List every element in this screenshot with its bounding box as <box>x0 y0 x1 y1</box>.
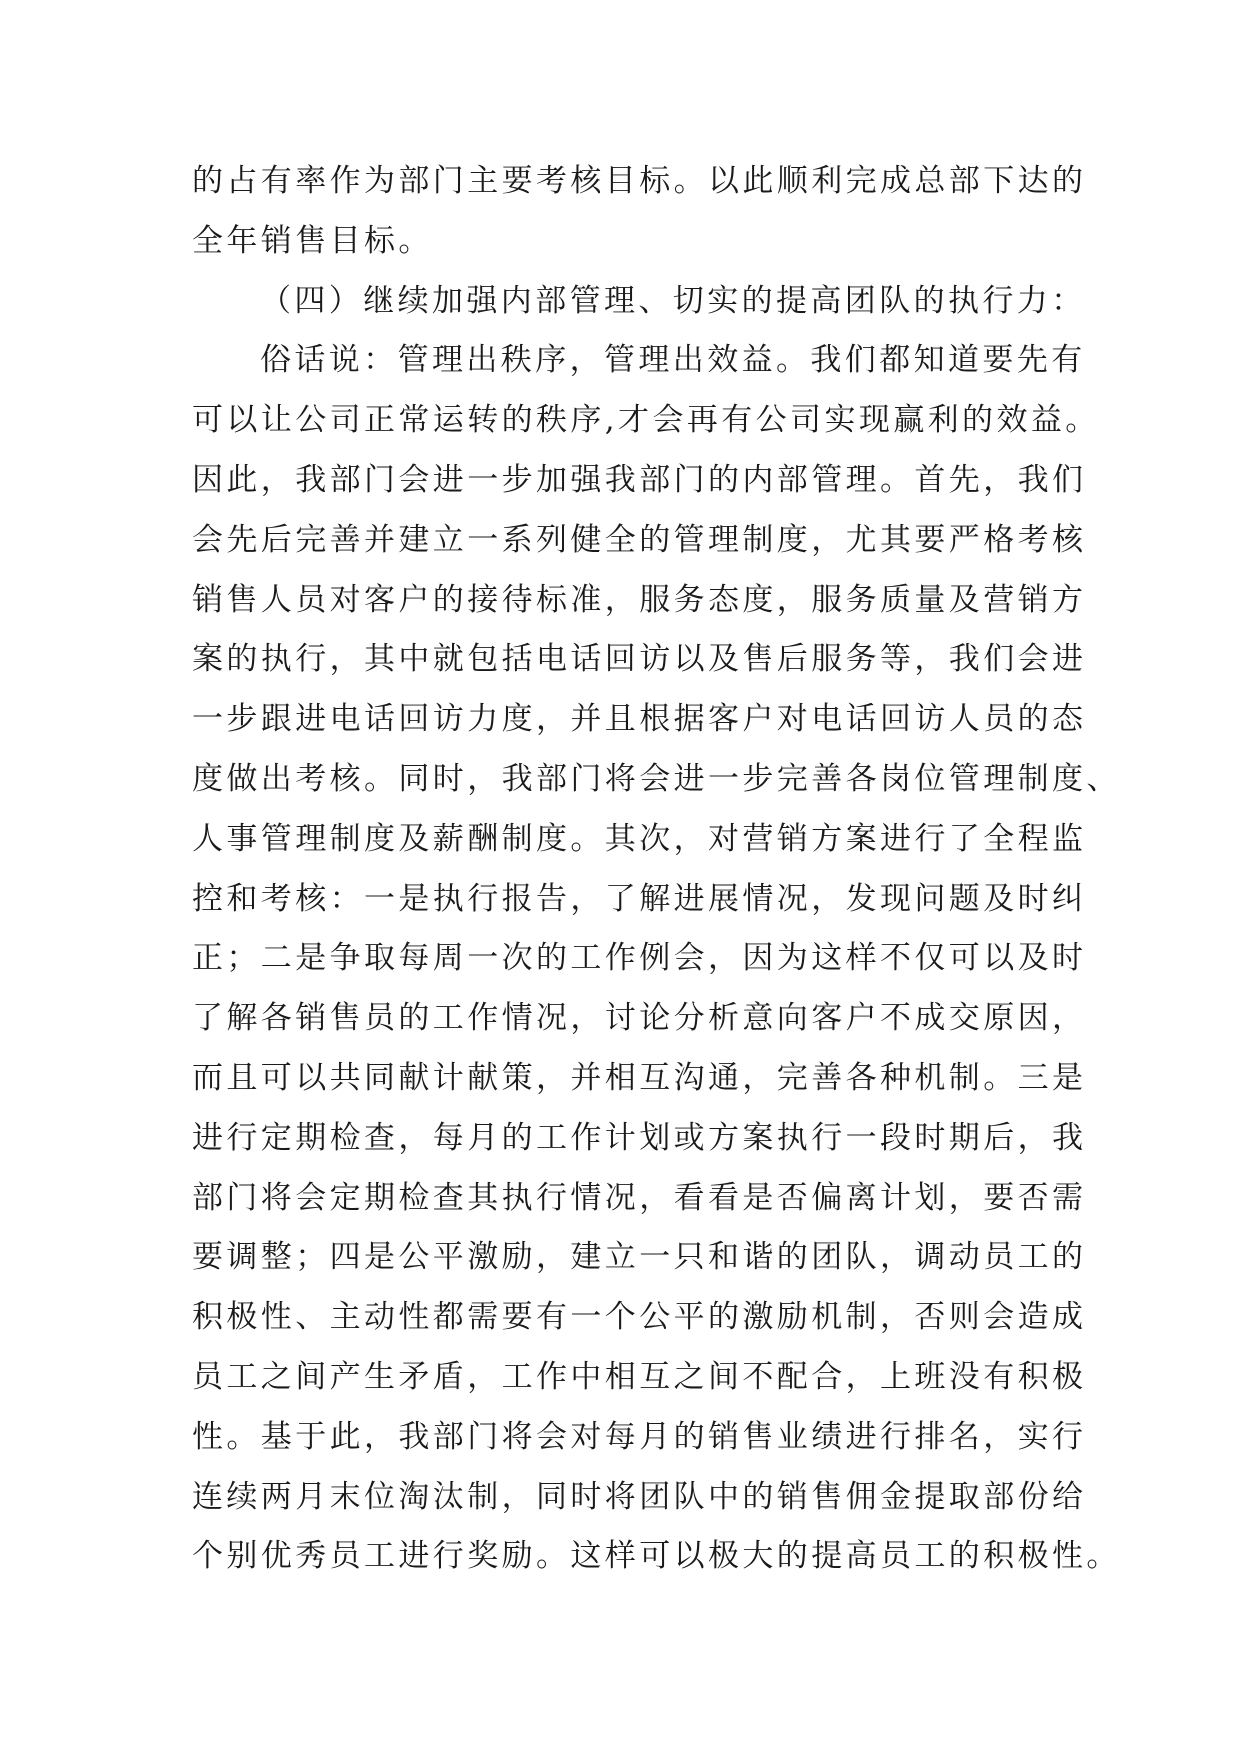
text-line: 而且可以共同献计献策，并相互沟通，完善各种机制。三是 <box>192 1059 1087 1096</box>
text-line: 进行定期检查，每月的工作计划或方案执行一段时期后，我 <box>192 1119 1087 1156</box>
section-heading: （四）继续加强内部管理、切实的提高团队的执行力： <box>260 282 1086 319</box>
text-line: 一步跟进电话回访力度，并且根据客户对电话回访人员的态 <box>192 701 1087 738</box>
text-line: 案的执行，其中就包括电话回访以及售后服务等，我们会进 <box>192 641 1087 678</box>
text-line: 全年销售目标。 <box>192 222 433 259</box>
text-line: 销售人员对客户的接待标准，服务态度，服务质量及营销方 <box>192 581 1087 618</box>
text-line: 性。基于此，我部门将会对每月的销售业绩进行排名，实行 <box>192 1418 1087 1455</box>
text-line: 员工之间产生矛盾，工作中相互之间不配合，上班没有积极 <box>192 1358 1087 1395</box>
document-body <box>192 152 1121 1587</box>
text-line: 积极性、主动性都需要有一个公平的激励机制，否则会造成 <box>192 1299 1087 1336</box>
paragraph-first-line: 俗话说：管理出秩序，管理出效益。我们都知道要先有 <box>260 342 1086 379</box>
text-line: 人事管理制度及薪酬制度。其次，对营销方案进行了全程监 <box>192 820 1087 857</box>
text-line: 个别优秀员工进行奖励。这样可以极大的提高员工的积极性。 <box>192 1538 1121 1575</box>
text-line: 了解各销售员的工作情况，讨论分析意向客户不成交原因， <box>192 1000 1087 1037</box>
text-line: 因此，我部门会进一步加强我部门的内部管理。首先，我们 <box>192 461 1087 498</box>
text-line: 度做出考核。同时，我部门将会进一步完善各岗位管理制度、 <box>192 760 1121 797</box>
text-line: 可以让公司正常运转的秩序,才会再有公司实现赢利的效益。 <box>192 402 1100 439</box>
text-line: 连续两月末位淘汰制，同时将团队中的销售佣金提取部份给 <box>192 1478 1087 1515</box>
text-line: 会先后完善并建立一系列健全的管理制度，尤其要严格考核 <box>192 521 1087 558</box>
text-line: 控和考核：一是执行报告，了解进展情况，发现问题及时纠 <box>192 880 1087 917</box>
text-line: 部门将会定期检查其执行情况，看看是否偏离计划，要否需 <box>192 1179 1087 1216</box>
text-line: 正；二是争取每周一次的工作例会，因为这样不仅可以及时 <box>192 940 1087 977</box>
text-line: 的占有率作为部门主要考核目标。以此顺利完成总部下达的 <box>192 163 1087 199</box>
text-line: 要调整；四是公平激励，建立一只和谐的团队，调动员工的 <box>192 1239 1087 1276</box>
